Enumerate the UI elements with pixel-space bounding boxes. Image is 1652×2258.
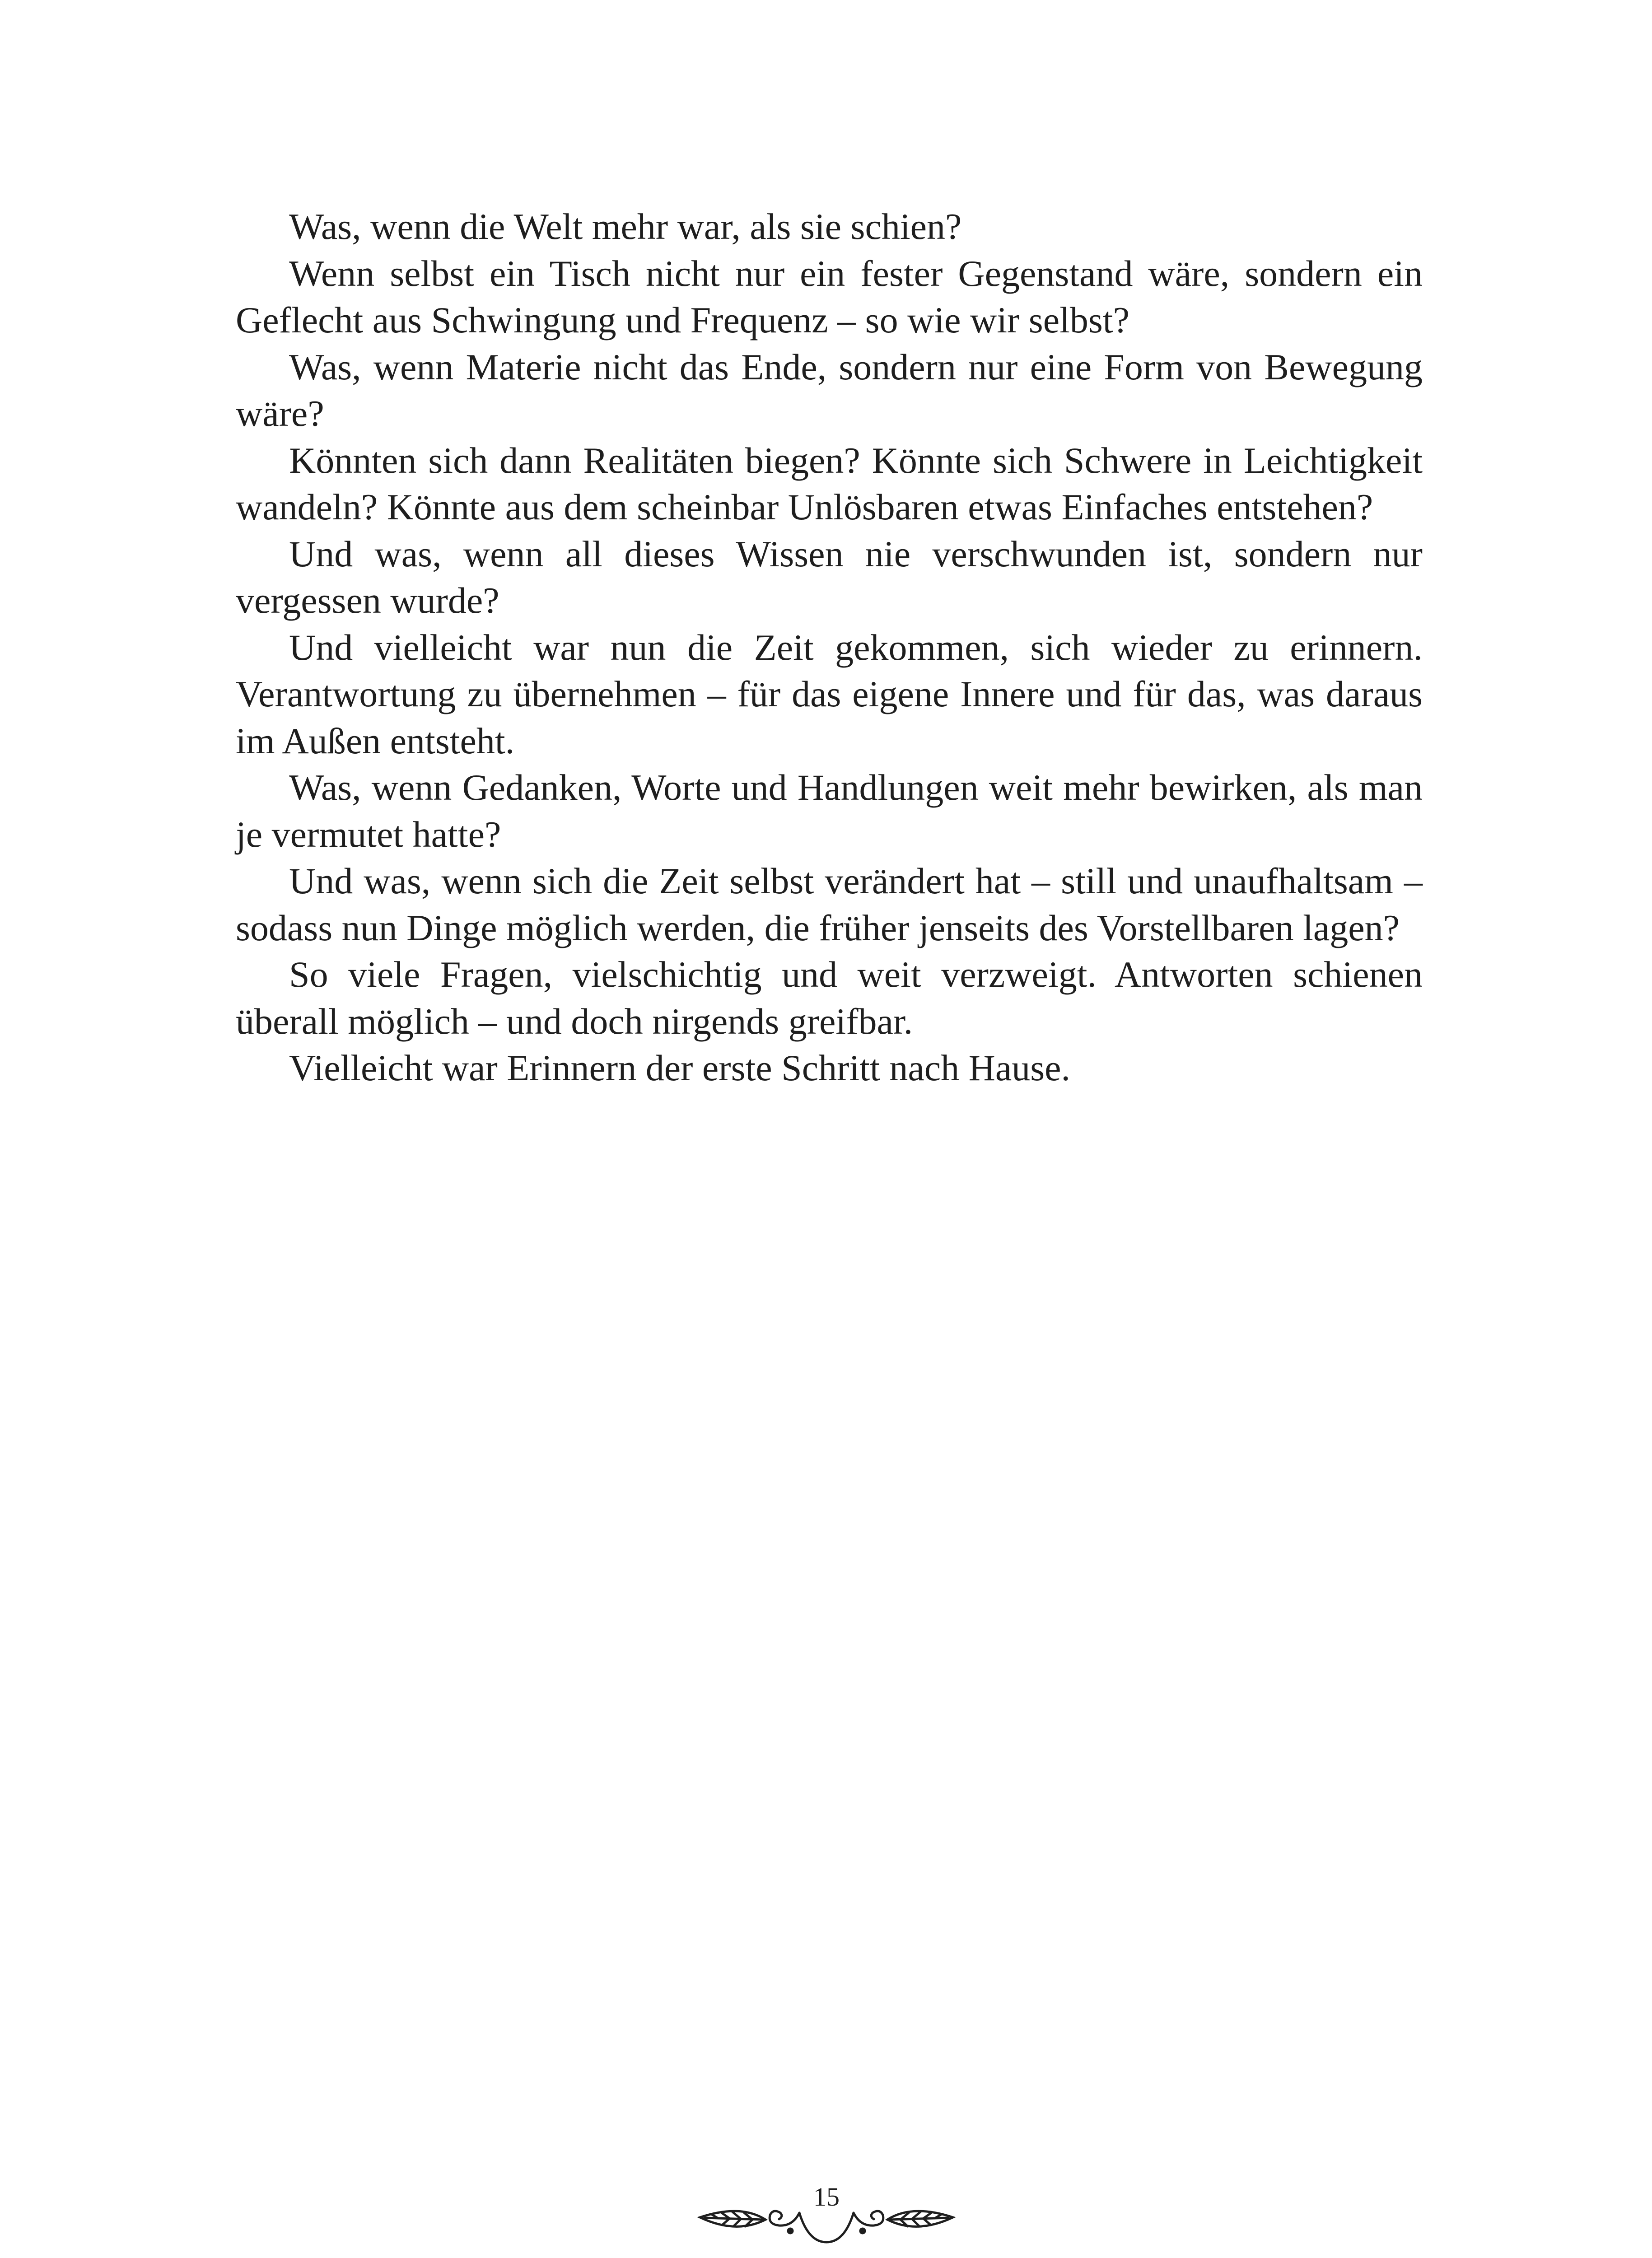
paragraph-3: Was, wenn Materie nicht das Ende, sondern nur eine Form von Bewegung wäre? (236, 346, 1423, 434)
paragraph-5: Und was, wenn all dieses Wissen nie verschwunden ist, sondern nur vergessen wurde? (236, 533, 1423, 621)
page-footer (686, 2181, 966, 2253)
paragraph-7: Was, wenn Gedanken, Worte und Handlungen weit mehr bewirken, als man je vermutet hatte? (236, 767, 1423, 855)
paragraph-1: Was, wenn die Welt mehr war, als sie schien? (289, 206, 962, 247)
leaf-scroll-ornament-icon (686, 2199, 966, 2249)
paragraph-4: Könnten sich dann Realitäten biegen? Könnte sich Schwere in Leichtigkeit wandeln? Könnte aus dem scheinbar Unlösbaren etwas Einfaches entstehen? (236, 439, 1423, 527)
paragraph-8: Und was, wenn sich die Zeit selbst verändert hat – still und unaufhaltsam – sodass nun Dinge möglich werden, die früher jenseits des Vorstellbaren lagen? (236, 860, 1423, 948)
body-text (236, 203, 1423, 1092)
paragraph-10: Vielleicht war Erinnern der erste Schritt nach Hause. (289, 1047, 1071, 1088)
paragraph-2: Wenn selbst ein Tisch nicht nur ein fester Gegenstand wäre, sondern ein Geflecht aus Schwingung und Frequenz – so wie wir selbst? (236, 252, 1423, 341)
paragraph-9: So viele Fragen, vielschichtig und weit verzweigt. Antworten schienen überall möglich – und doch nirgends greifbar. (236, 954, 1423, 1042)
paragraph-6: Und vielleicht war nun die Zeit gekommen, sich wieder zu erinnern. Verantwortung zu übernehmen – für das eigene Innere und für das, was daraus im Außen entsteht. (236, 626, 1423, 761)
page-number: 15 (813, 2182, 840, 2211)
